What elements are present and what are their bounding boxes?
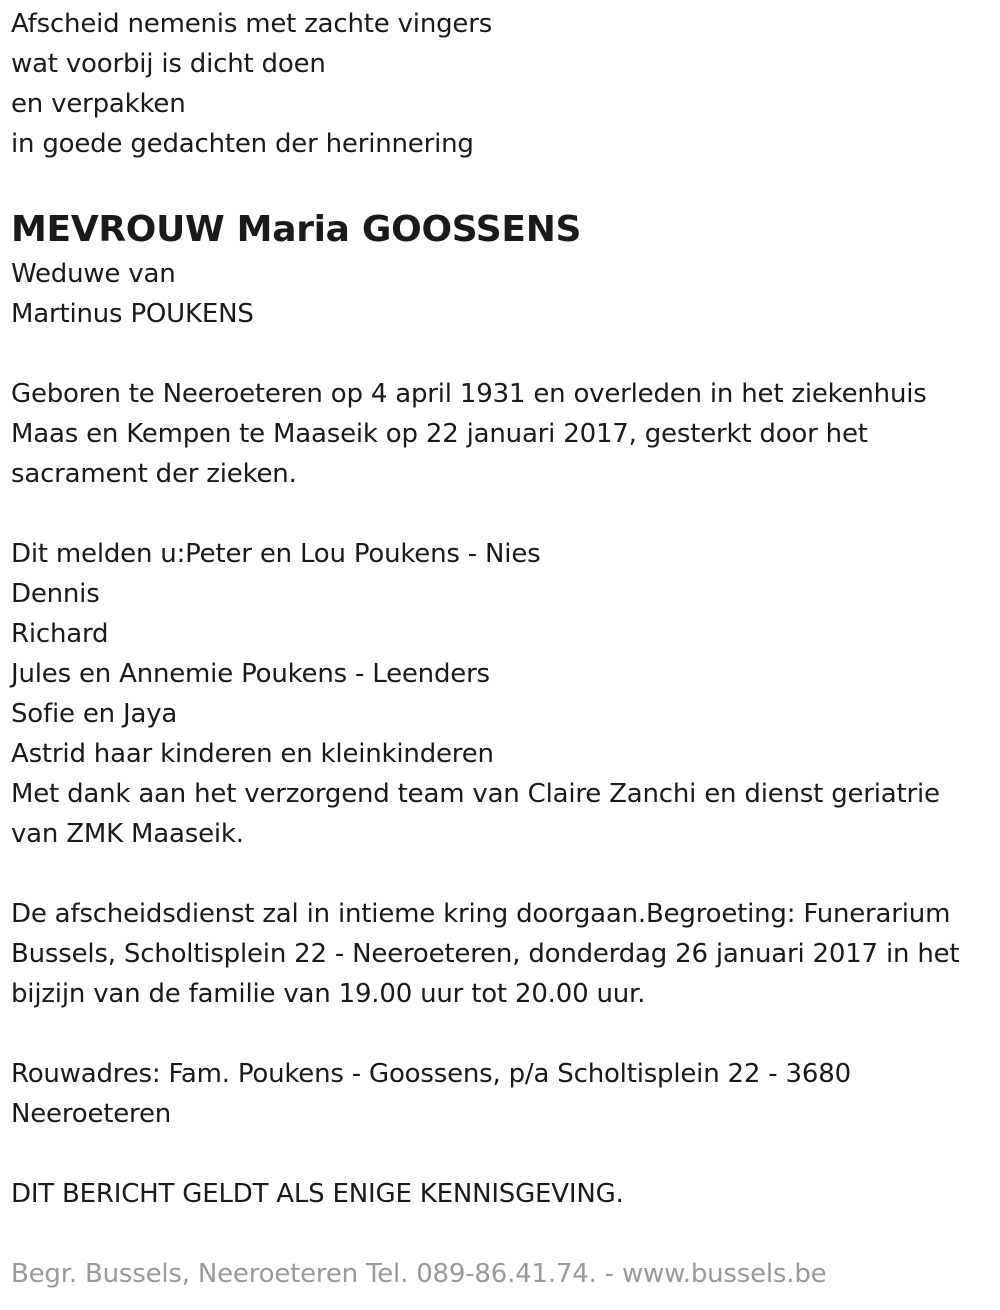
family-line: Dit melden u:Peter en Lou Poukens - Nies <box>11 539 541 569</box>
paragraph-line: Geboren te Neeroeteren op 4 april 1931 en overleden in het ziekenhuis <box>11 379 927 409</box>
notice-statement: DIT BERICHT GELDT ALS ENIGE KENNISGEVING. <box>11 1179 624 1209</box>
poem-line: wat voorbij is dicht doen <box>11 49 326 79</box>
paragraph-line: Bussels, Scholtisplein 22 - Neeroeteren, donderdag 26 januari 2017 in het <box>11 939 960 969</box>
paragraph-line: sacrament der zieken. <box>11 459 297 489</box>
paragraph-line: bijzijn van de familie van 19.00 uur tot 20.00 uur. <box>11 979 646 1009</box>
funeral-home-footer: Begr. Bussels, Neeroeteren Tel. 089-86.41.74. - www.bussels.be <box>11 1259 827 1289</box>
widow-label: Weduwe van <box>11 259 176 289</box>
family-line: Sofie en Jaya <box>11 699 178 729</box>
paragraph-line: De afscheidsdienst zal in intieme kring doorgaan.Begroeting: Funerarium <box>11 899 951 929</box>
obituary-notice <box>11 4 991 1294</box>
poem <box>11 4 991 164</box>
thanks-line: van ZMK Maaseik. <box>11 819 244 849</box>
family-line: Richard <box>11 619 109 649</box>
poem-line: in goede gedachten der herinnering <box>11 129 474 159</box>
thanks-line: Met dank aan het verzorgend team van Claire Zanchi en dienst geriatrie <box>11 779 940 809</box>
spouse-name: Martinus POUKENS <box>11 299 254 329</box>
family-line: Astrid haar kinderen en kleinkinderen <box>11 739 494 769</box>
address-line: Rouwadres: Fam. Poukens - Goossens, p/a Scholtisplein 22 - 3680 <box>11 1059 851 1089</box>
poem-line: Afscheid nemenis met zachte vingers <box>11 9 493 39</box>
paragraph-line: Maas en Kempen te Maaseik op 22 januari 2017, gesterkt door het <box>11 419 868 449</box>
birth-death-paragraph <box>11 374 991 494</box>
family-line: Jules en Annemie Poukens - Leenders <box>11 659 490 689</box>
mourning-address <box>11 1054 991 1134</box>
deceased-name: MEVROUW Maria GOOSSENS <box>11 209 582 250</box>
family-list <box>11 534 991 854</box>
poem-line: en verpakken <box>11 89 186 119</box>
service-paragraph <box>11 894 991 1014</box>
deceased-block <box>11 206 991 334</box>
family-line: Dennis <box>11 579 100 609</box>
address-line: Neeroeteren <box>11 1099 172 1129</box>
